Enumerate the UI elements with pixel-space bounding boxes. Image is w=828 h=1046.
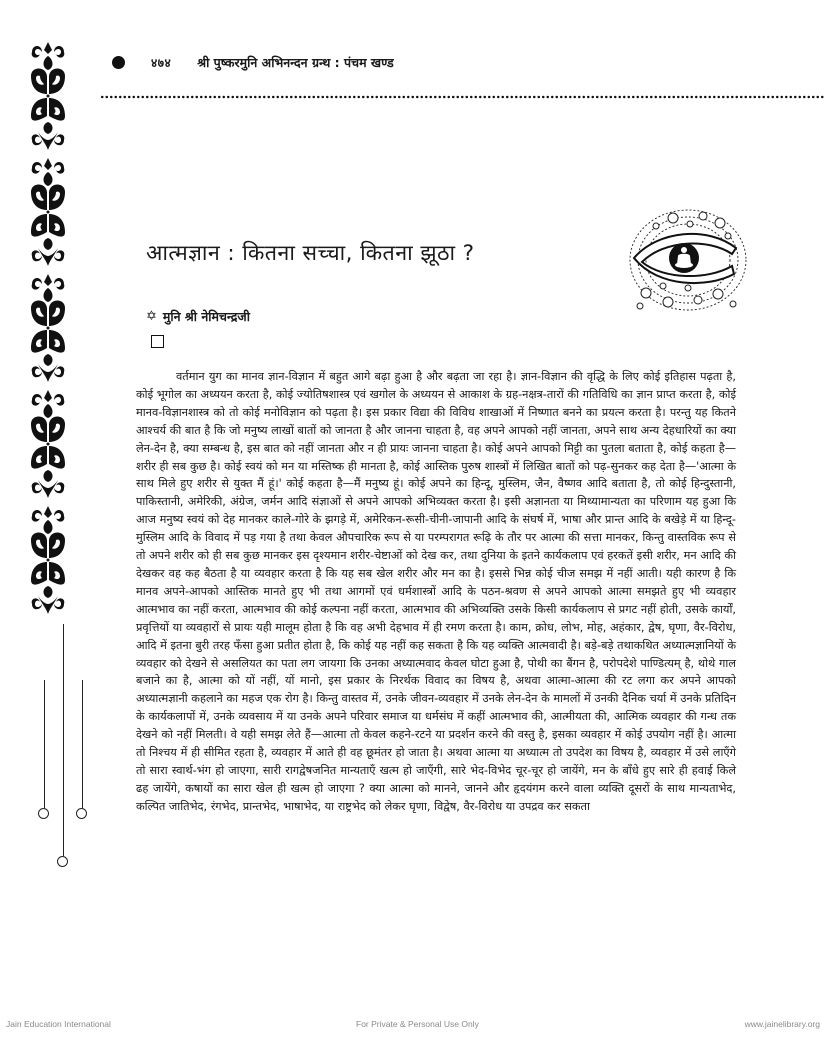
book-title: श्री पुष्करमुनि अभिनन्दन ग्रन्थ : पंचम खण्ड xyxy=(197,54,394,70)
left-ornamental-border xyxy=(28,40,68,880)
star-of-david-icon: ✡ xyxy=(146,309,157,324)
eye-illustration-icon xyxy=(628,208,748,312)
footer-website-link[interactable]: www.jainelibrary.org xyxy=(744,1019,820,1029)
ring-icon xyxy=(57,856,68,867)
ring-icon xyxy=(76,808,87,819)
footer-usage-note: For Private & Personal Use Only xyxy=(356,1019,479,1029)
ornament-motif-icon xyxy=(28,388,68,500)
ornament-motif-icon xyxy=(28,156,68,268)
page-number: ४७४ xyxy=(151,55,172,70)
ornament-motif-icon xyxy=(28,272,68,384)
border-left-line xyxy=(44,680,45,808)
running-header xyxy=(112,52,394,72)
ornament-motif-icon xyxy=(28,40,68,152)
author-line xyxy=(146,308,250,325)
article-body xyxy=(136,368,736,816)
dotted-rule-divider xyxy=(100,95,825,99)
ornament-motif-icon xyxy=(28,504,68,616)
body-paragraph: वर्तमान युग का मानव ज्ञान-विज्ञान में बहुत आगे बढ़ा हुआ है और बढ़ता जा रहा है। ज्ञान-विज्ञान की वृद्धि के लिए कोई इतिहास पढ़ता है, कोई भूगोल का अध्ययन करता है, कोई ज्योतिषशास्त्र एवं खगोल के अध्ययन से आकाश के ग्रह-नक्षत्र-तारों की गतिविधि का ज्ञान प्राप्त करता है, कोई मानव-विज्ञानशास्त्र को तो कोई मनोविज्ञान को पढ़ता है। इस प्रकार विद्या की विविध शाखाओं में निष्णात बनने का प्रयत्न करता है। परन्तु यह कितने आश्चर्य की बात है कि जो मनुष्य लाखों बातों को जानता है और जानना चाहता है, वह अपने आपको नहीं जानता, अपने साथ अन्य देहधारियों का क्या लेन-देन है, क्या सम्बन्ध है, इस बात को नहीं जानता और न ही प्रायः जानना चाहता है। कोई अपने आपको मिट्टी का पुतला बताता है, कोई कहता है—शरीर ही सब कुछ है। कोई स्वयं को मन या मस्तिष्क ही मानता है, कोई आस्तिक पुरुष शास्त्रों में लिखित बातों को पढ़-सुनकर कह देता है—'आत्मा के साथ मिले हुए शरीर से युक्त मैं हूं।' कोई कहता है—मैं मनुष्य हूं। कोई अपने का हिन्दू, मुस्लिम, जैन, वैष्णव आदि बताता है, तो कोई हिन्दुस्तानी, पाकिस्तानी, अमेरिकी, अंग्रेज, जर्मन आदि संज्ञाओं से अपने आपको अभिव्यक्त करता है। इसी अज्ञानता या मिथ्यामान्यता का परिणाम यह हुआ कि आज मनुष्य स्वयं को देह मानकर काले-गोरे के झगड़े में, अमेरिकन-रूसी-चीनी-जापानी आदि के संघर्ष में, भाषा और प्रान्त आदि के बखेड़े में या हिन्दू-मुस्लिम आदि के विवाद में पड़ गया है तथा केवल औपचारिक रूप से या परम्परागत रूढ़ि के तौर पर आत्मा की सत्ता मानकर, किन्तु वास्तविक रूप से तो अपने शरीर को ही सब कुछ मानकर इस दृश्यमान शरीर-चेष्टाओं को देख कर, तथा दुनिया के इतने कार्यकलाप एवं हरकतें इसी शरीर, मन आदि की देखकर वह कह बैठता है या व्यवहार करता है कि यह सब खेल शरीर और मन का है। इससे भिन्न कोई चीज समझ में नहीं आती। यही कारण है कि मानव अपने-आपको आस्तिक मानते हुए भी तथा आगमों एवं धर्मशास्त्रों आदि के पठन-श्रवण से अपने आपको आत्मा समझते हुए भी व्यवहार आत्मभाव का नहीं करता, आत्मभाव की कोई कल्पना नहीं करता, आत्मभाव की अभिव्यक्ति उसके किसी कार्यकलाप से प्रगट नहीं होती, उसके कार्यों, प्रवृत्तियों या व्यवहारों से प्रायः यही मालूम होता है कि वह अभी देहभाव में ही रमण करता है। काम, क्रोध, लोभ, मोह, अहंकार, द्वेष, घृणा, वैर-विरोध, आदि में इतना बुरी तरह फँसा हुआ प्रतीत होता है, कि कोई यह नहीं कह सकता है कि यह व्यक्ति आत्मवादी है। बड़े-बड़े तथाकथित अध्यात्मज्ञानियों के व्यवहार को देखने से असलियत का पता लग जायगा कि उनका अध्यात्मवाद केवल घोटा हुआ है, पोथी का बैंगन है, परोपदेशे पाण्डित्यम् है, थोथे गाल बजाने का है, आत्मा को यों नहीं, यों मानो, इस प्रकार के निरर्थक विवाद का विषय है, अथवा आत्मा-आत्मा की रट लगा कर अपने आपको अध्यात्मज्ञानी कहलाने का महज एक रोग है। किन्तु वास्तव में, उनके जीवन-व्यवहार में उनके लेन-देन के मामलों में उनकी दैनिक चर्या में उनके प्रतिदिन के कार्यकलापों में, उनके व्यवसाय में या उनके अपने परिवार समाज या धर्मसंघ में कहीं आत्मभाव की, आत्मीयता की, आत्मिक व्यवहार की गन्ध तक देखने को नहीं मिलती। वे यही समझ लेते हैं—आत्मा तो केवल कहने-रटने या प्रदर्शन करने की वस्तु है, इसका व्यवहार में कोई उपयोग नहीं है। आत्मा तो निश्चय में ही सीमित रहता है, व्यवहार में आते ही वह छूमंतर हो जाता है। अथवा आत्मा या अध्यात्म तो उपदेश का विषय है, व्यवहार में उसे लाएँगे तो सारा स्वार्थ-भंग हो जाएगा, सारी रागद्वेषजनित मान्यताएँ खत्म हो जाएँगी, सारे भेद-विभेद चूर-चूर हो जायेंगे, मन के बाँधे हुए सारे ही हवाई किले ढह जायेंगे, कषायों का सारा खेल ही खत्म हो जाएगा ? क्या आत्मा को मानने, जानने और हृदयंगम करने वाला व्यक्ति दूसरों के साथ मान्यताभेद, कल्पित जातिभेद, रंगभेद, प्रान्तभेद, भाषाभेद, या राष्ट्रभेद को लेकर घृणा, विद्वेष, वैर-विरोध या उपद्रव कर सकता xyxy=(136,370,736,813)
border-center-line xyxy=(63,624,64,856)
square-marker-icon xyxy=(151,335,164,348)
bullet-dot-icon xyxy=(112,56,125,69)
article-title: आत्मज्ञान : कितना सच्चा, कितना झूठा ? xyxy=(146,241,475,266)
footer-publisher: Jain Education International xyxy=(6,1019,111,1029)
border-right-line xyxy=(82,680,83,808)
ring-icon xyxy=(38,808,49,819)
author-name: मुनि श्री नेमिचन्द्रजी xyxy=(162,309,250,324)
